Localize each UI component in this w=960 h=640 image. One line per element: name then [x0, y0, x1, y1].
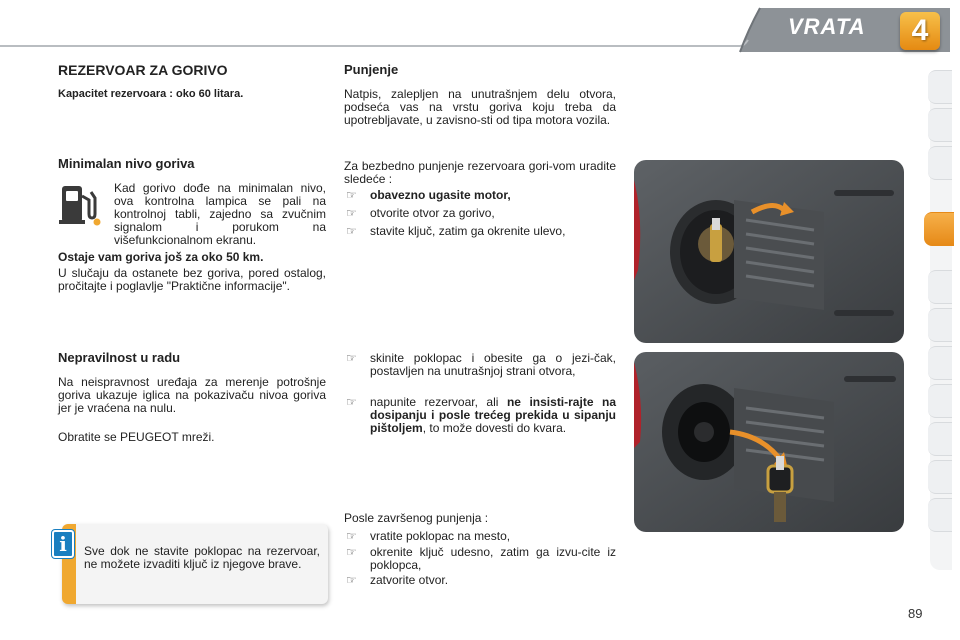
chapter-title: VRATA — [788, 14, 866, 39]
side-tab-7[interactable] — [928, 346, 952, 380]
pointing-hand-icon: ☞ — [346, 206, 357, 220]
safety-intro: Za bezbedno punjenje rezervoara gori-vom uradite sledeće : — [344, 159, 616, 186]
side-tab-9[interactable] — [928, 422, 952, 456]
step-1-1-bold: obavezno ugasite motor, — [370, 188, 511, 202]
fuel-pump-icon — [56, 184, 106, 226]
min-level-text-1-content: Kad gorivo dođe na minimalan nivo, ova kontrolna lampica se pali na kontrolnoj tabli, zajedno sa zvučnim signalom i porukom na višefunkcionalnom ekranu. — [114, 181, 326, 247]
side-tab-10[interactable] — [928, 460, 952, 494]
step-2-1-text: skinite poklopac i obesite ga o jezi-čak, postavljen na unutrašnjoj strani otvora, — [370, 351, 616, 378]
step-1-2-text: otvorite otvor za gorivo, — [370, 206, 495, 220]
side-tab-8[interactable] — [928, 384, 952, 418]
side-tab-3[interactable] — [928, 146, 952, 180]
range-note: Ostaje vam goriva još za oko 50 km. — [58, 250, 264, 264]
pointing-hand-icon: ☞ — [346, 351, 357, 365]
side-tab-4-active[interactable] — [924, 212, 954, 246]
info-icon — [52, 530, 74, 558]
fuel-cap-removed-photo — [634, 352, 904, 532]
min-level-text-2: U slučaju da ostanete bez goriva, pored ostalog, pročitajte i poglavlje "Praktične informacije". — [58, 266, 326, 293]
step-3-1 — [346, 530, 616, 544]
info-box-text: Sve dok ne stavite poklopac na rezervoar, ne možete izvaditi ključ iz njegove brave. — [84, 544, 320, 571]
after-refuel-title: Posle završenog punjenja : — [344, 511, 489, 525]
fuel-flap-open-photo — [634, 160, 904, 343]
section-title: REZERVOAR ZA GORIVO — [58, 62, 228, 78]
side-tab-2[interactable] — [928, 108, 952, 142]
refuel-intro: Natpis, zalepljen na unutrašnjem delu otvora, podseća vas na vrstu goriva koju treba da upotrebljavate, u zavisno-sti od tipa motora vozila. — [344, 87, 616, 127]
side-nav-tabs — [928, 70, 954, 570]
side-tab-5[interactable] — [928, 270, 952, 304]
step-1-1 — [346, 189, 616, 203]
pointing-hand-icon: ☞ — [346, 545, 357, 559]
step-2-2-bold: ne insisti-rajte na dosipanju i posle trećeg prekida u sipanju pištoljem — [370, 395, 617, 435]
step-2-2 — [346, 396, 616, 452]
step-3-2-text: okrenite ključ udesno, zatim ga izvu-cite iz poklopca, — [370, 545, 616, 572]
side-tab-11[interactable] — [928, 498, 952, 532]
side-tab-6[interactable] — [928, 308, 952, 342]
chapter-number: 4 — [911, 14, 929, 47]
step-3-2 — [346, 546, 616, 574]
malfunction-title: Nepravilnost u radu — [58, 350, 181, 365]
capacity-note: Kapacitet rezervoara : oko 60 litara. — [58, 88, 244, 100]
malfunction-text-1: Na neispravnost uređaja za merenje potrošnje goriva ukazuje iglica na pokazivaču nivoa goriva jer je vraćena na nulu. — [58, 375, 326, 415]
step-3-3-text: zatvorite otvor. — [370, 573, 449, 587]
page-number: 89 — [908, 606, 923, 621]
pointing-hand-icon: ☞ — [346, 529, 357, 543]
refuel-title: Punjenje — [344, 62, 399, 77]
step-1-3 — [346, 225, 616, 239]
malfunction-text-2: Obratite se PEUGEOT mreži. — [58, 430, 215, 444]
info-icon-glyph: i — [59, 532, 67, 556]
pointing-hand-icon: ☞ — [346, 395, 357, 409]
min-level-text-1 — [114, 182, 326, 247]
step-2-1 — [346, 352, 616, 392]
pointing-hand-icon: ☞ — [346, 224, 357, 238]
side-tab-1[interactable] — [928, 70, 952, 104]
step-1-2 — [346, 207, 616, 221]
step-1-3-text: stavite ključ, zatim ga okrenite ulevo, — [370, 224, 566, 238]
min-level-title: Minimalan nivo goriva — [58, 156, 195, 171]
step-3-3 — [346, 574, 616, 588]
step-2-2-pre: napunite rezervoar, ali — [370, 395, 507, 409]
chapter-badge[interactable] — [900, 12, 940, 50]
pointing-hand-icon: ☞ — [346, 188, 357, 202]
pointing-hand-icon: ☞ — [346, 573, 357, 587]
step-2-2-post: , to može dovesti do kvara. — [422, 421, 567, 435]
step-3-1-text: vratite poklopac na mesto, — [370, 529, 511, 543]
